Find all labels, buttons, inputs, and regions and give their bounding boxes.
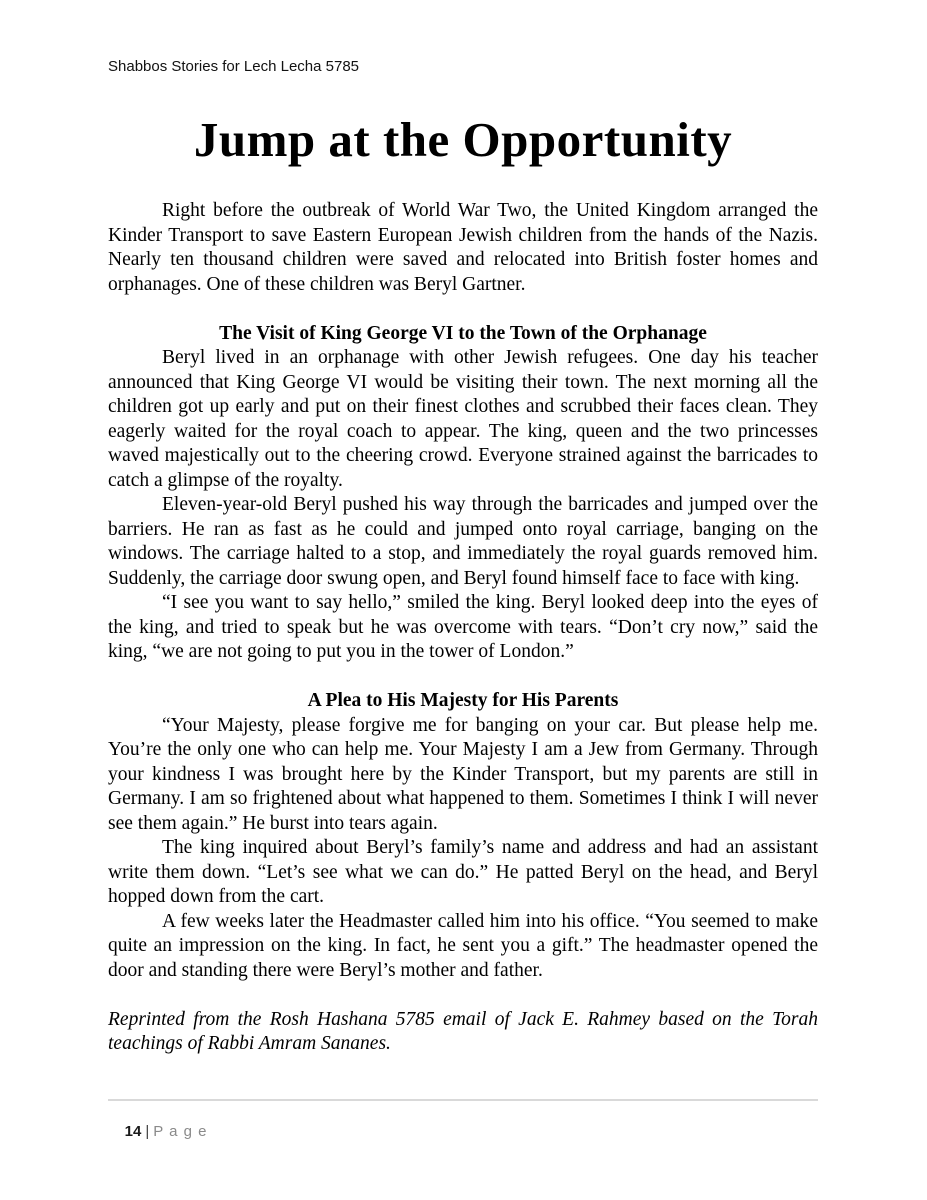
paragraph-plea: “Your Majesty, please forgive me for banging on your car. But please help me. You’re the only one who can help me. Your Majesty I am a Jew from Germany. Through your kindness I was brought here by the Kinder Transport, but my parents are still in Germany. I am so frightened about what happened to them. Sometimes I think I will never see them again.” He burst into tears again. <box>108 714 818 834</box>
paragraph-king-inquired: The king inquired about Beryl’s family’s name and address and had an assistant write them down. “Let’s see what we can do.” He patted Beryl on the head, and Beryl hopped down from the cart. <box>108 837 818 907</box>
paragraph-barricades: Eleven-year-old Beryl pushed his way through the barricades and jumped over the barriers. He ran as fast as he could and jumped onto royal carriage, banging on the windows. The carriage halted to a stop, and immediately the royal guards removed him. Suddenly, the carriage door swung open, and Beryl found himself face to face with king. <box>108 494 818 589</box>
page-header-text: Shabbos Stories for Lech Lecha 5785 <box>108 58 360 75</box>
paragraph-king-hello: “I see you want to say hello,” smiled the king. Beryl looked deep into the eyes of the king, and tried to speak but he was overcome with tears. “Don’t cry now,” said the king, “we are not going to put you in the tower of London.” <box>108 592 818 662</box>
footer-separator: | <box>145 1123 150 1140</box>
page-footer <box>108 1099 818 1159</box>
section-heading-plea: A Plea to His Majesty for His Parents <box>307 690 619 711</box>
story-title: Jump at the Opportunity <box>193 112 733 167</box>
paragraph-headmaster: A few weeks later the Headmaster called him into his office. “You seemed to make quite an impression on the king. In fact, he sent you a gift.” The headmaster opened the door and standing there were Beryl’s mother and father. <box>108 910 818 981</box>
reprint-attribution: Reprinted from the Rosh Hashana 5785 email of Jack E. Rahmey based on the Torah teachings of Rabbi Amram Sananes. <box>108 1008 818 1054</box>
section-heading-visit: The Visit of King George VI to the Town of the Orphanage <box>219 322 707 344</box>
page-number: 14 <box>124 1123 142 1140</box>
page-label: P a g e <box>153 1123 208 1140</box>
paragraph-intro: Right before the outbreak of World War Two, the United Kingdom arranged the Kinder Transport to save Eastern European Jewish children from the hands of the Nazis. Nearly ten thousand children were saved and relocated into British foster homes and orphanages. One of these children was Beryl Gartner. <box>108 200 818 295</box>
paragraph-orphanage: Beryl lived in an orphanage with other Jewish refugees. One day his teacher announced that King George VI would be visiting their town. The next morning all the children got up early and put on their finest clothes and scrubbed their faces clean. They eagerly waited for the royal coach to appear. The king, queen and the two princesses waved majestically out to the cheering crowd. Everyone strained against the barricades to catch a glimpse of the royalty. <box>108 347 818 491</box>
